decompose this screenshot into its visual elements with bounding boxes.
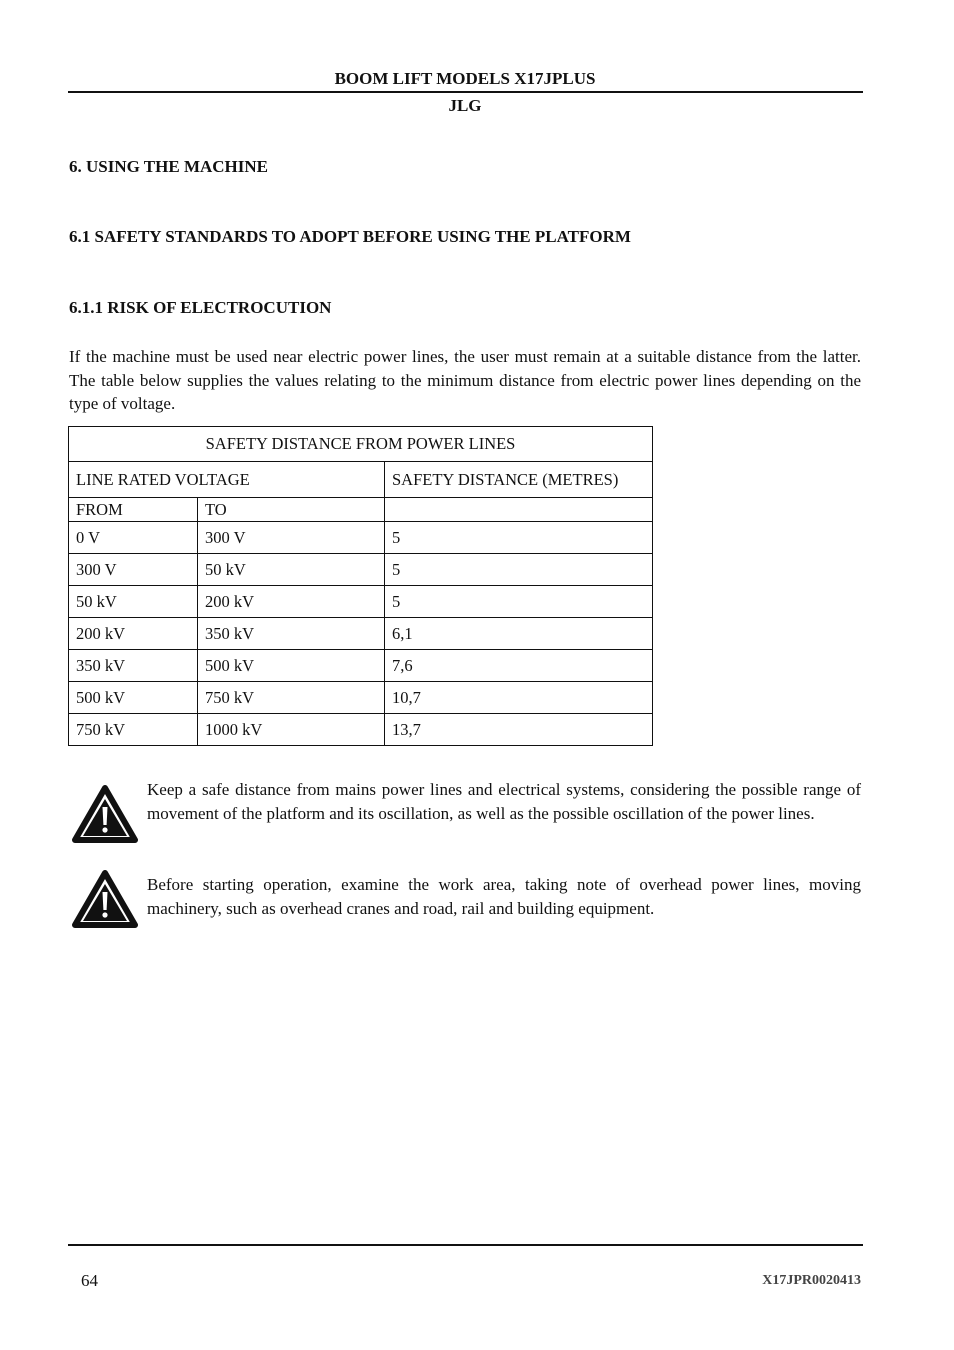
table-row [69,682,653,714]
section-heading-6: 6. USING THE MACHINE [69,157,268,176]
cell-distance: 5 [385,554,653,586]
header-divider [68,91,863,93]
cell-distance: 6,1 [385,618,653,650]
cell-to: 300 V [198,522,385,554]
cell-distance: 5 [385,522,653,554]
cell-to: 1000 kV [198,714,385,746]
cell-to: 200 kV [198,586,385,618]
header-title: BOOM LIFT MODELS X17JPLUS [334,69,596,88]
table-row [69,618,653,650]
page-number: 64 [81,1271,98,1290]
section-heading-6-1-1: 6.1.1 RISK OF ELECTROCUTION [69,298,332,317]
warning-triangle-icon [72,870,138,928]
cell-from: 200 kV [69,618,198,650]
table-row [69,522,653,554]
cell-to: 500 kV [198,650,385,682]
cell-from: 300 V [69,554,198,586]
table-header-distance: SAFETY DISTANCE (METRES) [385,462,653,498]
cell-distance: 10,7 [385,682,653,714]
section-heading-6-1: 6.1 SAFETY STANDARDS TO ADOPT BEFORE USING THE PLATFORM [69,227,631,246]
table-header-voltage: LINE RATED VOLTAGE [69,462,385,498]
table-subheader-to: TO [198,498,385,522]
cell-from: 50 kV [69,586,198,618]
table-row [69,650,653,682]
cell-from: 350 kV [69,650,198,682]
cell-distance: 7,6 [385,650,653,682]
cell-to: 50 kV [198,554,385,586]
cell-from: 0 V [69,522,198,554]
document-code: X17JPR0020413 [762,1273,861,1288]
table-title: SAFETY DISTANCE FROM POWER LINES [69,427,653,462]
safety-distance-table [68,426,653,746]
cell-from: 500 kV [69,682,198,714]
warning-text-2: Before starting operation, examine the work area, taking note of overhead power lines, moving machinery, such as overhead cranes and road, rail and building equipment. [147,875,861,918]
warning-text-1: Keep a safe distance from mains power lines and electrical systems, considering the possible range of movement of the platform and its oscillation, as well as the possible oscillation of the power lines. [147,780,861,823]
footer-divider [68,1244,863,1246]
table-row [69,586,653,618]
warning-triangle-icon [72,785,138,843]
cell-from: 750 kV [69,714,198,746]
cell-distance: 5 [385,586,653,618]
header-brand: JLG [448,96,482,115]
table-row [69,714,653,746]
cell-to: 750 kV [198,682,385,714]
table-subheader-from: FROM [69,498,198,522]
cell-to: 350 kV [198,618,385,650]
intro-paragraph: If the machine must be used near electric power lines, the user must remain at a suitable distance from the latter. The table below supplies the values relating to the minimum distance from electric power lines depending on the type of voltage. [69,347,861,413]
table-subheader-empty [385,498,653,522]
cell-distance: 13,7 [385,714,653,746]
table-row [69,554,653,586]
